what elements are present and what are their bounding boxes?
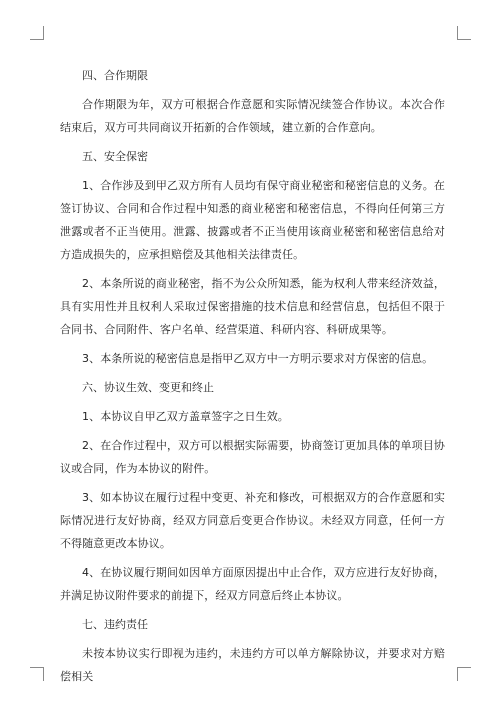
paragraph-effect-3: 3、如本协议在履行过程中变更、补充和修改，可根据双方的合作意愿和实际情况进行友好协商，经双方同意后变更合作协议。未经双方同意，任何一方不得随意更改本协议。 <box>60 491 445 550</box>
section-heading-term: 四、合作期限 <box>82 69 148 82</box>
crop-mark-bottom-left <box>30 667 44 681</box>
section-heading-confidentiality: 五、安全保密 <box>82 150 148 163</box>
crop-mark-top-right <box>457 26 471 40</box>
document-page <box>60 64 445 694</box>
section-heading-breach: 七、违约责任 <box>82 618 148 631</box>
paragraph-term: 合作期限为年，双方可根据合作意愿和实际情况续签合作协议。本次合作结束后，双方可共同商议开拓新的合作领域，建立新的合作意向。 <box>60 98 445 134</box>
paragraph-effect-1: 1、本协议自甲乙双方盖章签字之日生效。 <box>82 410 289 423</box>
paragraph-confidentiality-3: 3、本条所说的秘密信息是指甲乙双方中一方明示要求对方保密的信息。 <box>82 352 434 365</box>
crop-mark-top-left <box>30 26 44 40</box>
paragraph-effect-4: 4、在协议履行期间如因单方面原因提出中止合作，双方应进行友好协商，并满足协议附件要求的前提下，经双方同意后终止本协议。 <box>60 566 445 602</box>
paragraph-breach: 未按本协议实行即视为违约，未违约方可以单方解除协议，并要求对方赔偿相关 <box>60 647 445 683</box>
paragraph-confidentiality-1: 1、合作涉及到甲乙双方所有人员均有保守商业秘密和秘密信息的义务。在签订协议、合同和合作过程中知悉的商业秘密和秘密信息，不得向任何第三方泄露或者不正当使用。泄露、披露或者不正当使用该商业秘密和秘密信息给对方造成损失的，应承担赔偿及其他相关法律责任。 <box>60 179 445 261</box>
paragraph-effect-2: 2、在合作过程中，双方可以根据实际需要，协商签订更加具体的单项目协议或合同，作为本协议的附件。 <box>60 439 445 475</box>
section-heading-effect: 六、协议生效、变更和终止 <box>82 381 214 394</box>
crop-mark-bottom-right <box>457 667 471 681</box>
paragraph-confidentiality-2: 2、本条所说的商业秘密，指不为公众所知悉，能为权利人带来经济效益，具有实用性并且权利人采取过保密措施的技术信息和经营信息，包括但不限于合同书、合同附件、客户名单、经营渠道、科研内容、科研成果等。 <box>60 277 445 336</box>
